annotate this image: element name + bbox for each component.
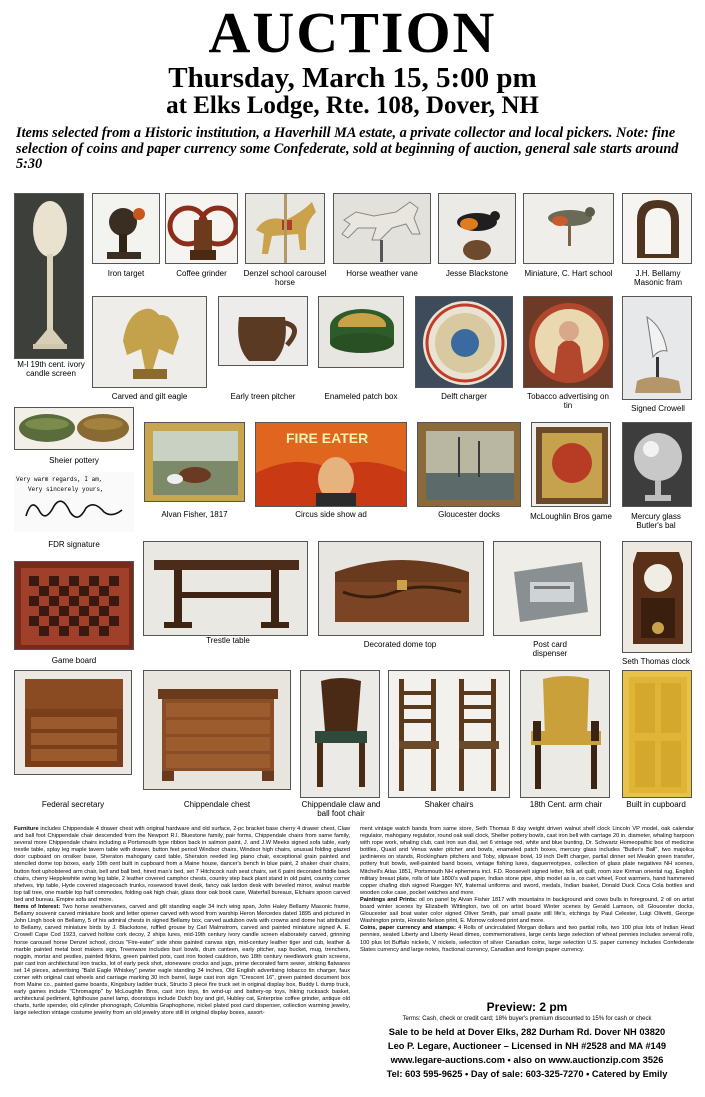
circus-photo [255,422,407,507]
interest-label: Items of Interest: [14,904,61,911]
caption-gloucester: Gloucester docks [438,510,500,519]
caption-crowell: Signed Crowell [631,404,685,413]
caption-fdr: FDR signature [48,540,100,549]
trestle-photo [143,541,308,636]
auctioneer-line: Leo P. Legare, Auctioneer – Licensed in NH #2528 and MA #149 [387,1041,667,1051]
caption-iron-target: Iron target [107,269,145,278]
caption-shearer: Sheier pottery [49,456,99,465]
shaker-chairs-photo [388,670,510,798]
website-line[interactable]: www.legare-auctions.com • also on www.auctionzip.com 3526 [390,1055,664,1065]
caption-alvan-fisher: Alvan Fisher, 1817 [161,510,228,519]
gloucester-photo [417,422,521,507]
caption-shaker: Shaker chairs [424,800,474,809]
shearer-pottery-photo [14,407,134,450]
paintings-text: oil on panel by Alvan Fisher 1817 with mountains in background and cows bulls in foreground, 2 oil on artist board winter scenes by Elizabeth Wittington, two oil on artist board Winter scenes by Gerald Lamson, oil: Gloucester docks, Gloucester sail boat water color signed Oliver Smith, pair small paste still life's, etchings by Paul Celester, Luigi Olivetti, George Washington prints, Horatio Nelson print, E. Morrow colored print and more. [360,896,694,925]
carousel-horse-photo [245,193,325,264]
game-board-photo [14,561,134,650]
treen-pitcher-photo [218,296,308,366]
fdr-signature-icon [14,472,134,532]
terms-text: Terms: Cash, check or credit card; 18% buyer's premium discounted to 15% for cash or check [402,1016,652,1022]
caption-game-board: Game board [51,656,97,665]
miniature-photo [523,193,614,264]
furniture-text: includes Chippendale 4 drawer chest with original hardware and old surface, 2-pc bracket base cherry 4 drawer chest, Claw and ball foot Chippendale chair descended from the Newport R.I. Bluestone family, pair forms, Chippendale chairs from same family, several more Chippendale chairs including a Portsmouth type ribbon back in salmon paint, J. and J.W Meeks signed sofa table, early trestle table, splay leg maple tavern table with drawer, button feet period Windsor chairs, Windsor high chairs, unusual folding glazed door cupboard on onsiker base, Sheraton mahogany card table, Sheraton reeded leg piano chair, exceptional grain painted and stenciled dome top boxes, early 19th cent built in cupboard from a Maine house, dancer's bench in blue paint, 2 shaker chair chairs, button foot upholstered arm chair, bell and ball bed, hired man's bed, set 7 Hitchcock rush seat chairs, set 6 paint decorated fiddle back chairs, cherry Hepplewhite swing leg table, 2 leather covered camphor chests, country step back plant stand in old paint, country corner shelves, trip table, Hyde covered stagecoach trunks, rosewood travel desk, fancy oak lardon desk with beveled mirror, walnut marble top tall tree, one marble top half commodes, folding oak high chair, glass door oak book case, Waterfall bureaus, Elchairs spoon carved bed and bureau, Empire sofa and more. [14,826,350,903]
seth-thomas-photo [622,541,692,653]
caption-jesse-blackstone: Jesse Blackstone [445,269,509,278]
caption-patch-box: Enameled patch box [324,392,398,401]
telephone-line: Tel: 603 595-9625 • Day of sale: 603-325-7270 • Catered by Emily [386,1069,668,1079]
cupboard-photo [622,670,692,798]
chippendale-chest-photo [143,670,291,790]
caption-circus: Circus side show ad [295,510,367,519]
crowell-photo [622,296,692,400]
circus-sign-text: FIRE EATER [286,430,369,446]
secretary-photo [14,670,132,775]
iron-target-photo [92,193,160,264]
coins-label: Coins, paper currency and stamps: [360,925,457,932]
body-left-column [14,826,350,1091]
furniture-label: Furniture [14,826,39,832]
preview-time: Preview: 2 pm [486,1000,568,1014]
caption-eagle: Carved and gilt eagle [111,392,188,401]
intro-text: Items selected from a Historic institution, a Haverhill MA estate, a private collector and local pickers. Note: fine selection of coins and paper currency some Confederate, sold at beginning of auction, general sale starts around 5:30 [16,125,679,172]
coffee-grinder-photo [165,193,238,264]
caption-treen-pitcher: Early treen pitcher [230,392,296,401]
caption-claw-chair: Chippendale claw and ball foot chair [301,800,381,818]
interest-text: Two horse weathervanes, carved and gilt standing eagle 34 inch wing span, John Haley Bellamy Masonic frame, Bellamy souvenir carved miniature book and letter opener carved with wood from warship Heron Mercedes dated 1895 and pictured in John Lingh book on Bellamy, 5 of his admiral chests in signed Bellamy box, carved audubon owls with crowns and dome hat attributed to Bellamy, carved miniature birds by J. Blackstone, ruffled grouse by Carl Malmstrom, carved and painted miniature signed A. E. Crowell Cape Cod 1923, carved hollow cork decoy, 2 ships lures, mid-19th century ivory candle screen elaborately carved, grinning horse carousel horse Denzel school, circus "Fire-eater" side show painted canvas sign, mid-century leather tiger and cub, leather & marble painted metal boot makers sign, Treenware includes burl bowls, drum canteen, early pitcher, sap bucket, mug, trenchers, noggin, mortar and pestles, painted firkins, green painted pots, cast iron footed cauldron, two 18th century needlework grain screens, pair cast iron architectural iron tracks, lot of early peck shot, stoneware crocks and jugs, prime decorated farm sewer, striking flatwares set 14 pieces, advertising "Bald Eagle Whiskey" pewter eagle standing 34 inches, Old English advertising tobacco tin charger, faux corner with original cast wheels and carriage marking 30 inch barrel, large cast iron sign "Crescent 16", green painted document box from Maine co., painted game boards, Kingsbury ladder truck, Structo 3 piece fire truck set in original display box, Buddy L dump truck, early games include "Chromagrip" by McLoughlin Bros, cast iron toys, tin wind-up and battery-op toys, hiking rucksack basket, architectural pediment, lighthouse panel lamp, doorstops include Dutch boy and girl, Hubley cat, Enterprise coffee grinder, antique old charts, turtle spender, old cylinder phonograph, Columbia Graphophone, nickel plated post card dispenser, collection warming jewelry, large selection vintage costume jewelry from an old jewelry store still in original display boxes, assort- [14,904,350,1017]
location-line: at Elks Lodge, Rte. 108, Dover, NH [166,92,539,119]
caption-trestle: Trestle table [206,636,250,645]
coins-text: 4 Rolls of uncirculated Morgan dollars and two partial rolls, two 100 plus lots of Indian Head pennies, seated Liberty and Liberty Head dimes, commemoratives, large cents large selection of wheat pennies includes several rolls, 100 plus lot Buffalo nickels, V nickels, selection of silver Canadian coins, large selection U.S. paper currency includes Confederate States currency and large notes, fractional currency, Canadian and foreign paper currency. [360,925,694,953]
tobacco-tin-photo [523,296,613,388]
alvan-fisher-photo [144,422,245,502]
eagle-photo [92,296,207,388]
caption-candle-screen: M-l 19th cent. ivory candle screen [17,360,85,378]
caption-seth-thomas: Seth Thomas clock [622,657,690,666]
date-line: Thursday, March 15, 5:00 pm [168,62,537,94]
auction-title: AUCTION [208,0,497,65]
caption-mcloughlin: McLoughlin Bros game [530,512,612,521]
caption-chippendale: Chippendale chest [183,800,251,809]
jesse-blackstone-photo [438,193,516,264]
caption-dome-top: Decorated dome top [363,640,437,649]
caption-carousel-horse: Denzel school carousel horse [243,269,327,287]
caption-butler-ball: Mercury glass Butler's bal [631,512,681,530]
caption-masonic-frame: J.H. Bellamy Masonic fram [633,269,682,287]
sale-location: Sale to be held at Dover Elks, 282 Durham Rd. Dover NH 03820 [388,1027,666,1037]
body-right-column [360,826,694,996]
claw-chair-photo [300,670,380,798]
patch-box-photo [318,296,404,368]
dome-top-photo [318,541,484,636]
caption-secretary: Federal secretary [41,800,105,809]
weather-vane-photo [333,193,431,264]
delft-charger-photo [415,296,513,388]
caption-post-card: Post card dispenser [532,640,568,658]
caption-miniature: Miniature, C. Hart school [524,269,613,278]
post-card-photo [493,541,601,636]
caption-arm-chair: 18th Cent. arm chair [529,800,603,809]
fdr-letter-line1: Very warm regards, I am, [16,476,103,483]
fdr-letter-line2: Very sincerely yours, [28,486,104,493]
masonic-frame-photo [622,193,692,264]
caption-weather-vane: Horse weather vane [346,269,418,278]
paintings-label: Paintings and Prints: [360,896,417,903]
butler-ball-photo [622,422,692,507]
misc-text: ment vintage watch bands from same store, Seth Thomas 8 day weight driven walnut shelf clock Lincoln VP model, oak calendar regulator, mahogany regulator, round oak wall clock, Shelter pottery bowls, cast iron bell with carriage 20 in. diameter, whaling harpoon with rope work, whaling club, cast iron sun dial, set 6 vintage red, white and blue bunting, Dr. Schwartz Homeopathic box of medicine bottles, Quaid and Venus water pitcher and bowls, enameled patch boxes, mercury glass includes "Butler's Ball", two majolica jardinieres on stands, Rockingham pitchers and Toby, slipware bowl, 19 inch Delft charger, partial dinner set Meakin green transfer, pottery fruit bowls, well-painted band boxes, vintage fishing lures, daguerreotypes, collection of glass plate negatives NH scenes, Mitchell's Atlas 1851, Portsmouth NH ephemera incl. F.D. Roosevelt signed letter, folk art quilt, room size Kirman oriental rug, English military breast plate, rolls of late 1800's wall paper, Indian stone pipe, ship model as is, ox cart wheel, Foot warmers, hand hammered copper chafing dish signed Ruegger NY, fraternal uniforms and sword, medals, Indian basket, Donald Duck Coca Cola bottles and wooden coke case, pocket watches and more. [360,826,694,896]
fdr-letter-photo [14,472,134,532]
caption-coffee-grinder: Coffee grinder [176,269,227,278]
caption-tobacco-tin: Tobacco advertising on tin [527,392,609,410]
candle-screen-photo [14,193,84,359]
caption-delft-charger: Delft charger [441,392,487,401]
mcloughlin-photo [531,422,611,507]
caption-cupboard: Built in cupboard [626,800,686,809]
arm-chair-photo [520,670,610,798]
